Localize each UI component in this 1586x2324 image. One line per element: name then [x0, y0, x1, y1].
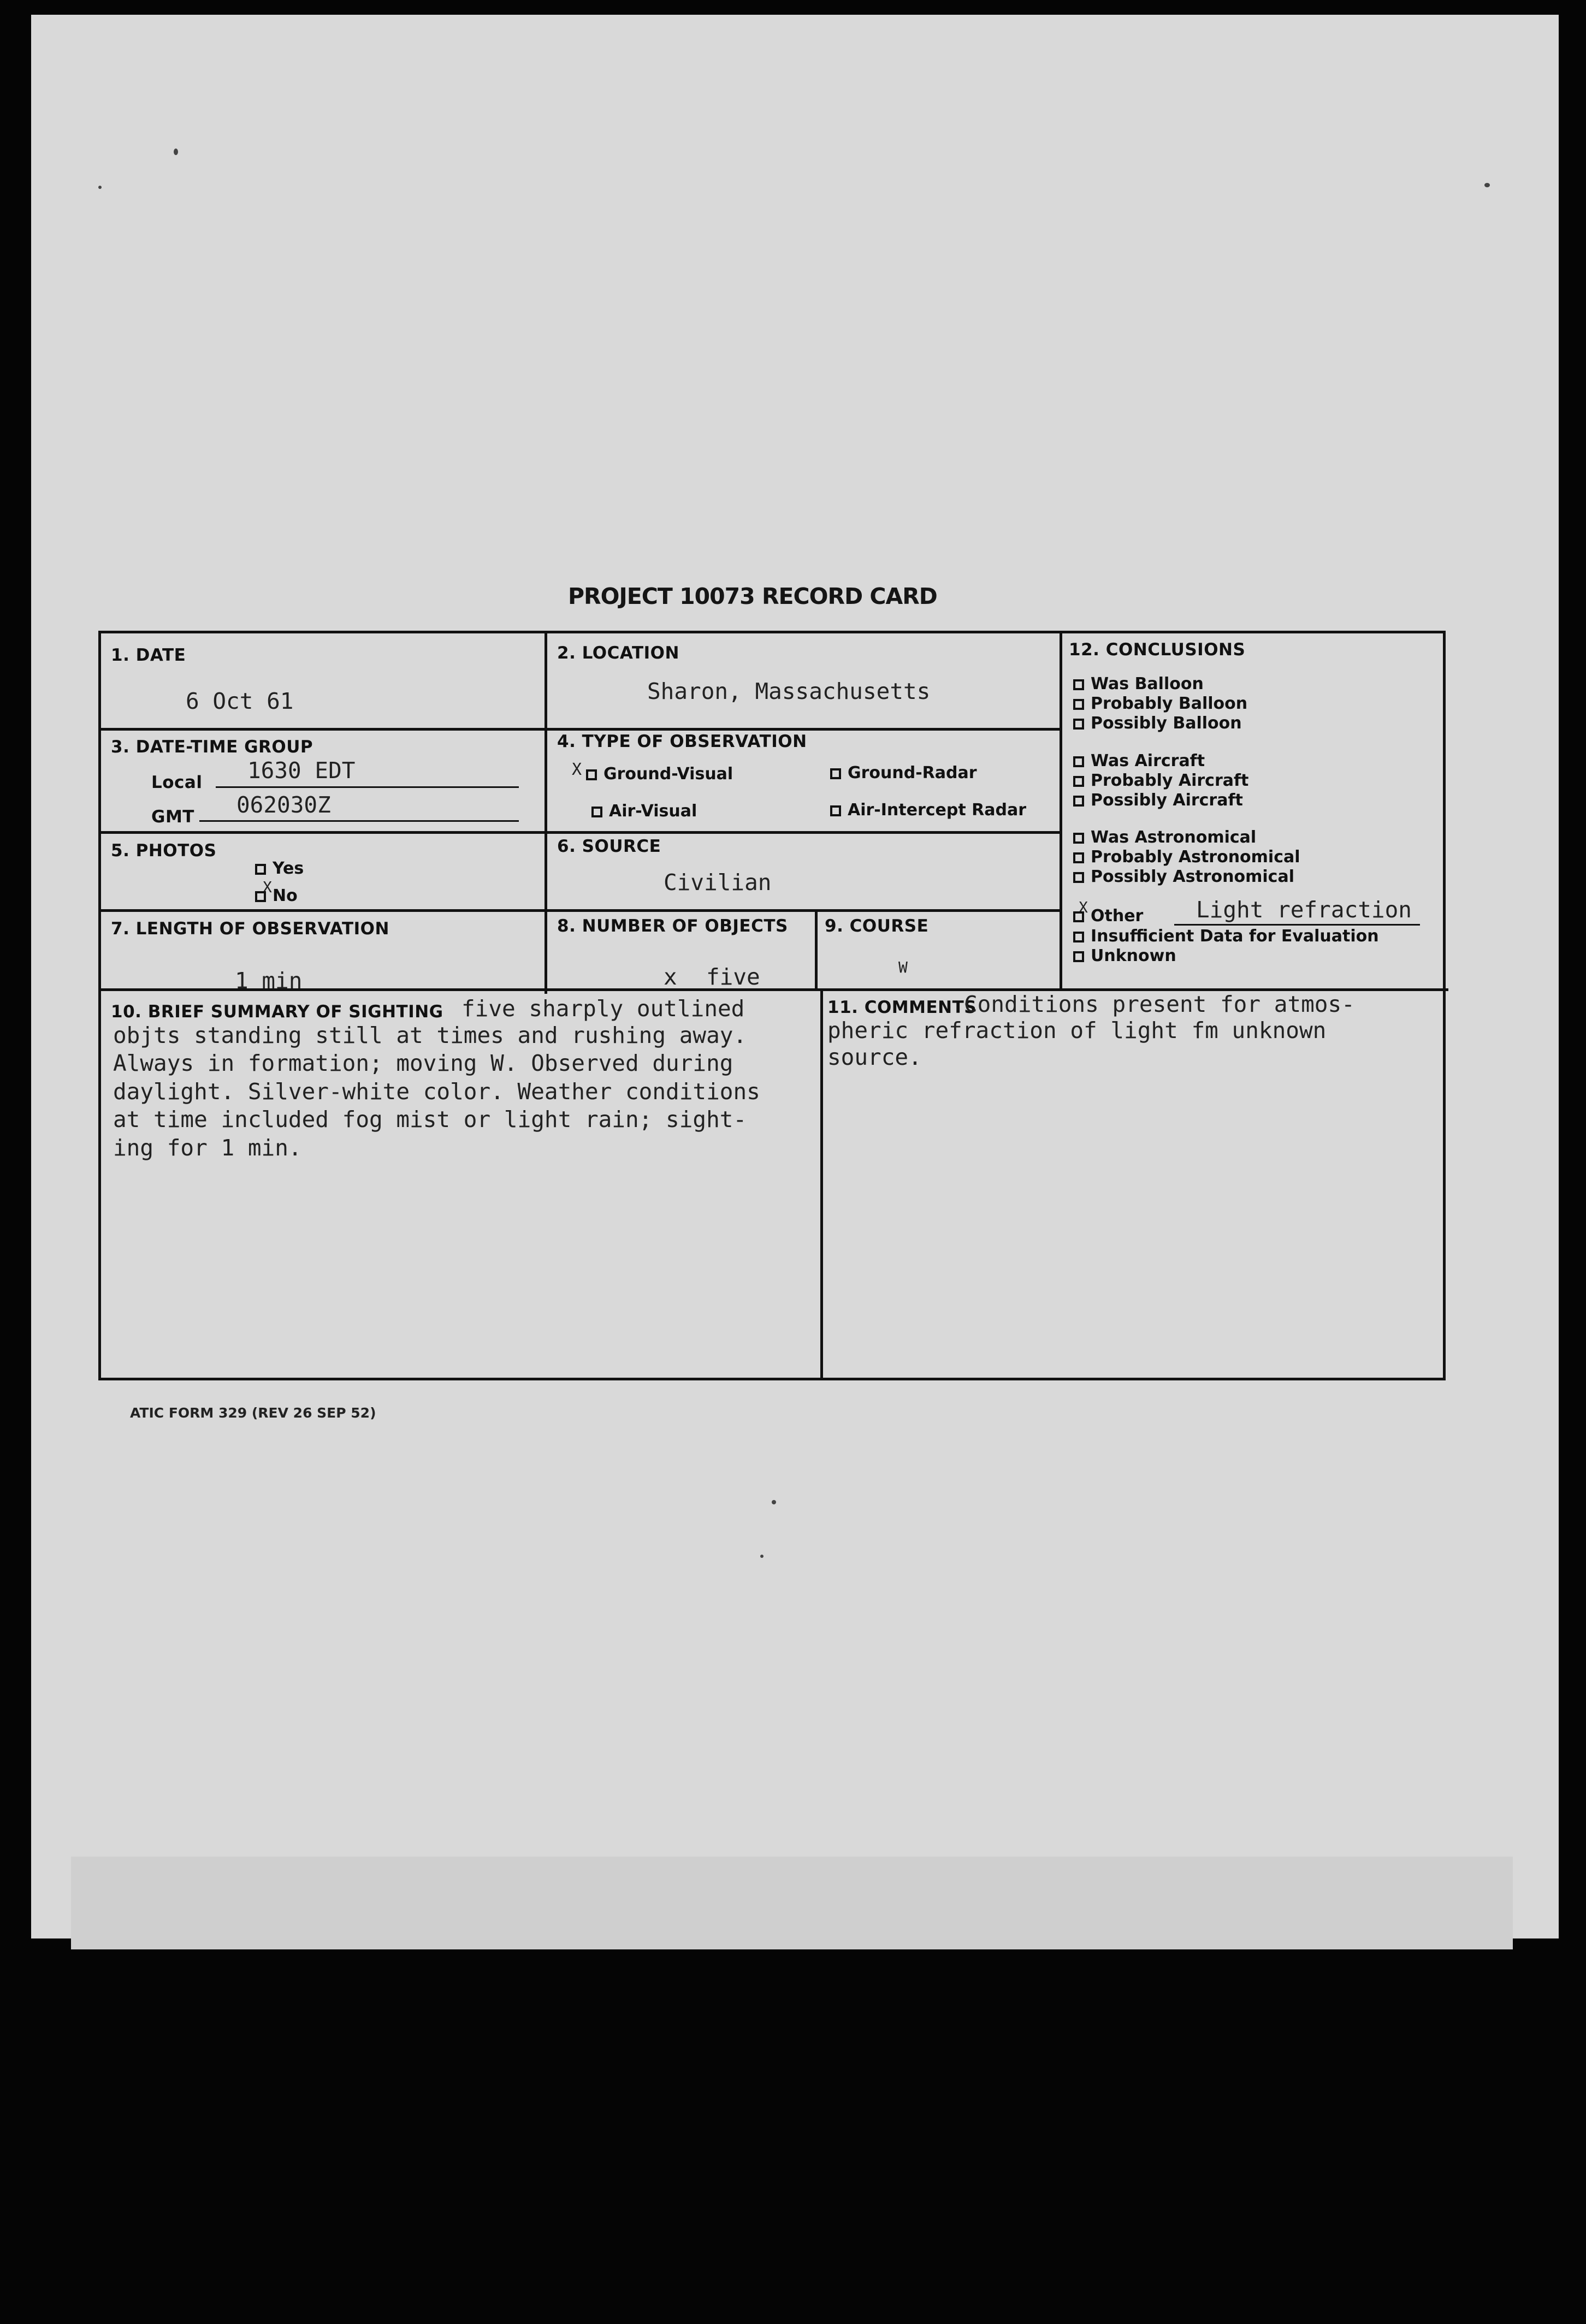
summary-line: ing for 1 min.: [113, 1135, 302, 1161]
conclusion-unknown: Unknown: [1073, 946, 1176, 965]
date-time-group-label: 3. DATE-TIME GROUP: [111, 737, 313, 757]
option-ground-radar: Ground-Radar: [830, 763, 977, 782]
option-photos-no: No: [255, 886, 298, 905]
summary-line: daylight. Silver-white color. Weather conditions: [113, 1078, 760, 1105]
date-label: 1. DATE: [111, 645, 186, 665]
option-photos-yes: Yes: [255, 859, 304, 878]
checkbox-icon: [1073, 796, 1084, 807]
checkbox-icon: [1073, 951, 1084, 962]
checkbox-icon: [255, 864, 266, 875]
comments-label: 11. COMMENTS: [827, 998, 977, 1017]
conclusion-probably-aircraft: Probably Aircraft: [1073, 771, 1248, 790]
conclusion-probably-balloon: Probably Balloon: [1073, 694, 1247, 713]
conclusions-label: 12. CONCLUSIONS: [1069, 640, 1246, 660]
dust-speck: [174, 149, 178, 155]
number-of-objects-label: 8. NUMBER OF OBJECTS: [557, 916, 788, 936]
conclusion-possibly-astronomical: Possibly Astronomical: [1073, 867, 1294, 886]
option-air-visual: Air-Visual: [591, 802, 697, 821]
divider-row-3: [101, 909, 1062, 912]
form-footer: ATIC FORM 329 (REV 26 SEP 52): [130, 1405, 376, 1421]
checkbox-icon: [1073, 911, 1084, 922]
divider-row-1: [101, 728, 1062, 731]
location-label: 2. LOCATION: [557, 643, 679, 663]
comments-line: pheric refraction of light fm unknown: [827, 1017, 1327, 1044]
course-value: W: [898, 958, 908, 976]
option-ground-visual: Ground-Visual: [586, 764, 733, 784]
source-label: 6. SOURCE: [557, 837, 661, 856]
ground-visual-check: X: [572, 760, 582, 779]
dust-speck: [772, 1500, 776, 1504]
local-value: 1630 EDT: [247, 757, 356, 784]
summary-label: 10. BRIEF SUMMARY OF SIGHTING: [111, 1002, 443, 1022]
local-underline: [216, 786, 519, 788]
number-of-objects-mark: x: [664, 964, 677, 990]
checkbox-icon: [830, 768, 841, 779]
gmt-underline: [199, 820, 519, 822]
conclusion-possibly-aircraft: Possibly Aircraft: [1073, 791, 1243, 810]
checkbox-icon: [1073, 833, 1084, 844]
dust-speck: [1484, 183, 1490, 187]
comments-first-line: Conditions present for atmos-: [964, 991, 1355, 1017]
gmt-label: GMT: [151, 807, 194, 827]
dust-speck: [98, 186, 102, 189]
checkbox-icon: [1073, 719, 1084, 730]
conclusion-insufficient-data: Insufficient Data for Evaluation: [1073, 927, 1379, 946]
divider-summary-comments: [820, 989, 823, 1380]
checkbox-icon: [1073, 932, 1084, 942]
divider-col-8-9: [815, 911, 818, 991]
type-of-observation-label: 4. TYPE OF OBSERVATION: [557, 732, 807, 751]
summary-line: objts standing still at times and rushing away.: [113, 1022, 747, 1048]
sheet-shadow: [71, 1857, 1513, 1949]
conclusion-was-balloon: Was Balloon: [1073, 674, 1204, 693]
card-title: PROJECT 10073 RECORD CARD: [568, 583, 937, 609]
comments-line: source.: [827, 1044, 922, 1070]
length-of-observation-label: 7. LENGTH OF OBSERVATION: [111, 919, 389, 939]
source-value: Civilian: [664, 869, 772, 896]
summary-first-line: five sharply outlined: [461, 995, 745, 1022]
gmt-value: 062030Z: [236, 792, 331, 818]
divider-row-2: [101, 831, 1062, 834]
checkbox-icon: [591, 807, 602, 817]
checkbox-icon: [1073, 756, 1084, 767]
checkbox-icon: [1073, 852, 1084, 863]
other-underline: [1174, 924, 1420, 926]
summary-line: Always in formation; moving W. Observed during: [113, 1050, 733, 1076]
checkbox-icon: [586, 769, 597, 780]
local-label: Local: [151, 773, 203, 792]
summary-line: at time included fog mist or light rain; sight-: [113, 1106, 747, 1133]
checkbox-icon: [1073, 679, 1084, 690]
location-value: Sharon, Massachusetts: [647, 678, 931, 704]
course-label: 9. COURSE: [825, 916, 929, 936]
checkbox-icon: [1073, 699, 1084, 710]
record-card-form: [98, 631, 1446, 1380]
conclusion-other-check: X: [1079, 898, 1088, 916]
divider-col-1-2: [545, 633, 547, 994]
checkbox-icon: [1073, 776, 1084, 787]
conclusion-probably-astronomical: Probably Astronomical: [1073, 847, 1300, 867]
dust-speck: [760, 1555, 764, 1558]
length-of-observation-value: 1 min: [235, 968, 303, 994]
option-air-intercept-radar: Air-Intercept Radar: [830, 801, 1026, 820]
date-value: 6 Oct 61: [186, 688, 294, 714]
checkbox-icon: [255, 891, 266, 902]
number-of-objects-value: five: [706, 964, 760, 990]
conclusion-other: Other: [1073, 906, 1143, 926]
conclusion-possibly-balloon: Possibly Balloon: [1073, 714, 1242, 733]
conclusion-was-aircraft: Was Aircraft: [1073, 751, 1205, 770]
photos-label: 5. PHOTOS: [111, 841, 217, 861]
checkbox-icon: [830, 805, 841, 816]
conclusion-other-value: Light refraction: [1196, 897, 1412, 923]
photos-no-check: X: [263, 878, 272, 896]
conclusion-was-astronomical: Was Astronomical: [1073, 828, 1256, 847]
divider-left-panel: [1060, 633, 1062, 988]
checkbox-icon: [1073, 872, 1084, 883]
